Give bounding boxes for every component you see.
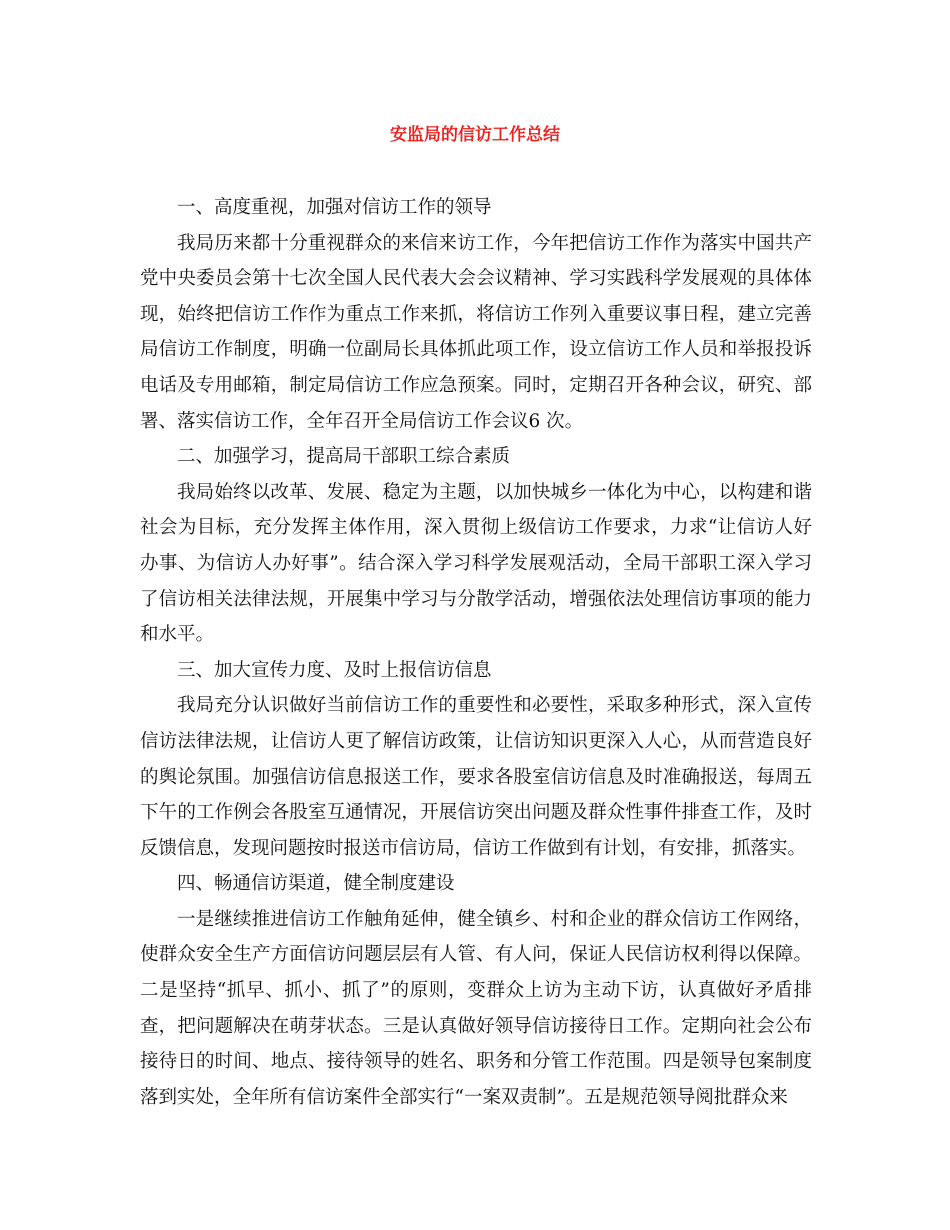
section-heading-3: 三、加大宣传力度、及时上报信访信息 [177,659,492,681]
document-title: 安监局的信访工作总结 [390,125,560,145]
body-paragraph-2: 我局始终以改革、发展、稳定为主题，以加快城乡一体化为中心，以构建和谐社会为目标，充分发挥主体作用，深入贯彻上级信访工作要求，力求“让信访人好办事、为信访人办好事”。结合深入学习科学发展观活动，全局干部职工深入学习了信访相关法律法规，开展集中学习与分散学活动，增强依法处理信访事项的能力和水平。 [140,481,812,646]
section-heading-2: 二、加强学习，提高局干部职工综合素质 [177,446,511,468]
body-paragraph-1: 我局历来都十分重视群众的来信来访工作，今年把信访工作作为落实中国共产党中央委员会第十七次全国人民代表大会会议精神、学习实践科学发展观的具体体现，始终把信访工作作为重点工作来抓，将信访工作列入重要议事日程，建立完善局信访工作制度，明确一位副局长具体抓此项工作，设立信访工作人员和举报投诉电话及专用邮箱，制定局信访工作应急预案。同时，定期召开各种会议，研究、部署、落实信访工作，全年召开全局信访工作会议6 次。 [140,232,812,432]
section-heading-1: 一、高度重视，加强对信访工作的领导 [177,197,492,218]
body-paragraph-3: 我局充分认识做好当前信访工作的重要性和必要性，采取多种形式，深入宣传信访法律法规，让信访人更了解信访政策，让信访知识更深入人心，从而营造良好的舆论氛围。加强信访信息报送工作，要求各股室信访信息及时准确报送，每周五下午的工作例会各股室互通情况，开展信访突出问题及群众性事件排查工作，及时反馈信息，发现问题按时报送市信访局，信访工作做到有计划，有安排，抓落实。 [140,695,812,859]
body-paragraph-4: 一是继续推进信访工作触角延伸，健全镇乡、村和企业的群众信访工作网络，使群众安全生产方面信访问题层层有人管、有人问，保证人民信访权利得以保障。二是坚持“抓早、抓小、抓了”的原则，变群众上访为主动下访，认真做好矛盾排查，把问题解决在萌芽状态。三是认真做好领导信访接待日工作。定期向社会公布接待日的时间、地点、接待领导的姓名、职务和分管工作范围。四是领导包案制度落到实处，全年所有信访案件全部实行“一案双责制”。五是规范领导阅批群众来 [140,908,812,1108]
section-heading-4: 四、畅通信访渠道，健全制度建设 [177,873,455,895]
document-body [140,190,812,1115]
